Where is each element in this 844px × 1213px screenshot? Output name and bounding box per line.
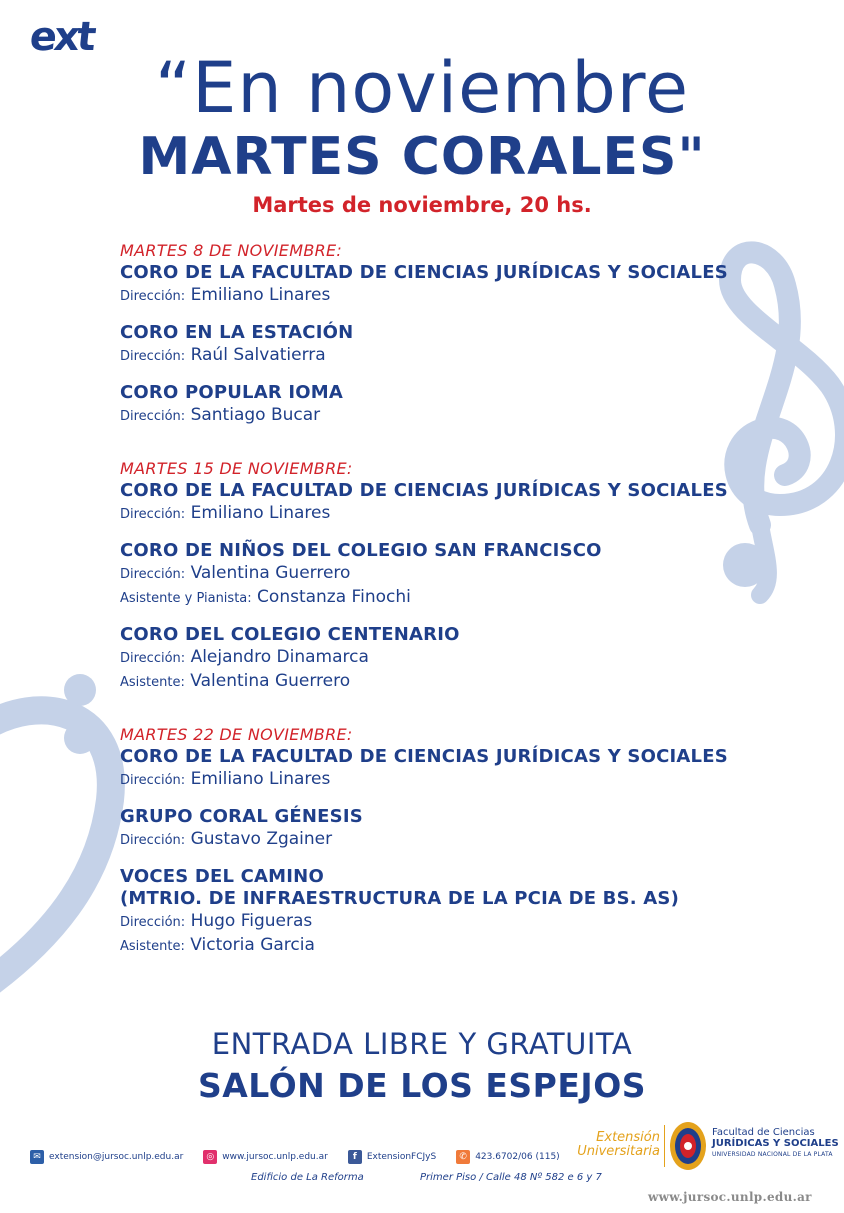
choir-name: CORO DEL COLEGIO CENTENARIO [120,624,460,645]
choir-name: CORO POPULAR IOMA [120,382,344,403]
role-line [120,562,760,586]
role-label: Dirección: [120,773,186,788]
building-name: Edificio de La Reforma [251,1172,364,1183]
role-person: Emiliano Linares [190,769,331,789]
role-person: Gustavo Zgainer [190,829,333,849]
role-person: Constanza Finochi [257,587,411,607]
role-label: Dirección: [120,833,186,848]
role-label: Dirección: [120,349,186,364]
day-date: MARTES 15 DE NOVIEMBRE: [120,459,353,478]
choir-name: VOCES DEL CAMINO [120,866,324,887]
role-person: Emiliano Linares [190,285,331,305]
address-text: Primer Piso / Calle 48 Nº 582 e 6 y 7 [420,1172,602,1183]
free-entry-text: ENTRADA LIBRE Y GRATUITA [211,1027,633,1061]
choir-name: CORO DE LA FACULTAD DE CIENCIAS JURÍDICAS Y SOCIALES [120,480,728,501]
web-text: www.jursoc.unlp.edu.ar [222,1152,328,1162]
faculty-line-1: Facultad de Ciencias [712,1127,815,1138]
role-label: Asistente y Pianista: [120,591,252,606]
ext-line-2: Universitaria [577,1144,660,1159]
title-line-1: “En noviembre [154,47,690,129]
choir-name: CORO DE LA FACULTAD DE CIENCIAS JURÍDICAS Y SOCIALES [120,746,728,767]
email-icon: ✉ [30,1150,44,1164]
choir-name: GRUPO CORAL GÉNESIS [120,806,363,827]
contact-phone[interactable] [456,1150,560,1164]
footer-contacts [30,1148,580,1166]
role-line [120,828,760,852]
role-line [120,284,760,308]
role-line [120,586,760,610]
choir-name: CORO DE LA FACULTAD DE CIENCIAS JURÍDICAS Y SOCIALES [120,262,728,283]
choir-entry [120,480,760,526]
faculty-line-3: UNIVERSIDAD NACIONAL DE LA PLATA [712,1151,833,1158]
role-label: Asistente: [120,675,185,690]
contact-facebook[interactable] [348,1150,436,1164]
facebook-icon: f [348,1150,362,1164]
role-line [120,768,760,792]
role-line [120,910,760,934]
choir-entry [120,262,760,308]
ext-line-1: Extensión [596,1130,660,1145]
role-line [120,404,760,428]
role-person: Raúl Salvatierra [190,345,326,365]
choir-entry [120,806,760,852]
role-person: Alejandro Dinamarca [190,647,369,667]
choir-entry [120,382,760,428]
role-label: Dirección: [120,567,186,582]
day-date: MARTES 8 DE NOVIEMBRE: [120,241,343,260]
faculty-logo-text [712,1127,842,1160]
faculty-line-2: JURÍDICAS Y SOCIALES [712,1138,839,1149]
role-person: Victoria Garcia [190,935,315,955]
role-person: Hugo Figueras [190,911,313,931]
contact-web[interactable] [203,1150,328,1164]
choir-entry [120,322,760,368]
role-label: Dirección: [120,507,186,522]
choir-name-subline: (MTRIO. DE INFRAESTRUCTURA DE LA PCIA DE BS. AS) [120,888,679,909]
choir-name: CORO DE NIÑOS DEL COLEGIO SAN FRANCISCO [120,540,602,561]
facebook-text: ExtensionFCJyS [366,1152,437,1162]
day-date: MARTES 22 DE NOVIEMBRE: [120,725,353,744]
role-line [120,502,760,526]
instagram-icon: ◎ [203,1150,217,1164]
website-link[interactable]: www.jursoc.unlp.edu.ar [648,1190,812,1204]
phone-icon: ✆ [456,1150,470,1164]
choir-entry [120,866,760,958]
role-person: Valentina Guerrero [190,671,351,691]
venue-name: SALÓN DE LOS ESPEJOS [197,1066,647,1105]
subtitle: Martes de noviembre, 20 hs. [252,193,592,217]
phone-text: 423.6702/06 (115) [475,1152,560,1162]
choir-entry [120,746,760,792]
contact-email[interactable] [30,1150,183,1164]
choir-entry [120,624,760,694]
extension-universitaria-logo [568,1131,660,1159]
role-label: Dirección: [120,651,186,666]
title-line-2: MARTES CORALES" [138,127,706,187]
role-label: Dirección: [120,289,186,304]
day-block [120,724,760,958]
choir-name: CORO EN LA ESTACIÓN [120,322,354,343]
role-person: Valentina Guerrero [190,563,351,583]
ext-logo: ext [27,14,96,60]
choir-entry [120,540,760,610]
role-line [120,934,760,958]
day-block [120,458,760,694]
university-seal-icon [668,1120,708,1172]
role-line [120,670,760,694]
role-line [120,344,760,368]
schedule [120,240,760,980]
role-person: Emiliano Linares [190,503,331,523]
role-person: Santiago Bucar [190,405,321,425]
role-line [120,646,760,670]
role-label: Asistente: [120,939,185,954]
divider [664,1125,665,1167]
email-text: extension@jursoc.unlp.edu.ar [49,1152,184,1162]
role-label: Dirección: [120,915,186,930]
day-block [120,240,760,428]
role-label: Dirección: [120,409,186,424]
